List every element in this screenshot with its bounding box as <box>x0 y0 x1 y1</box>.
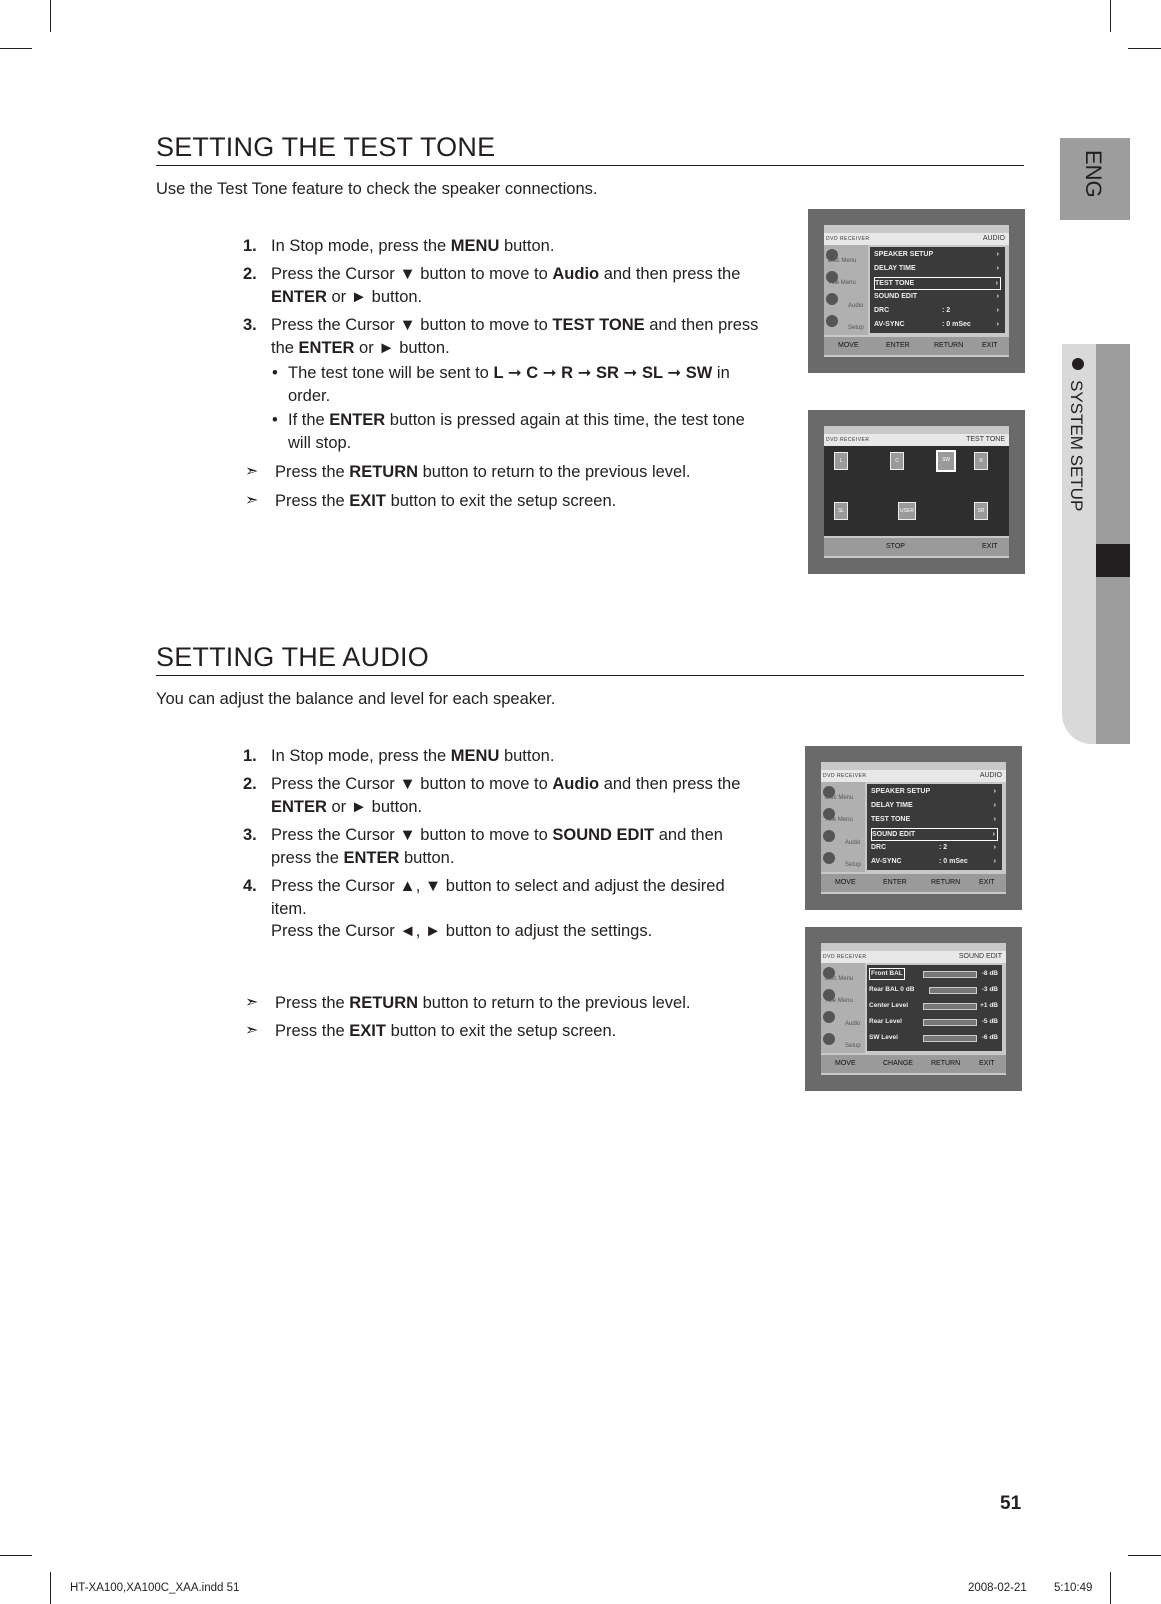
language-tab <box>1060 138 1130 220</box>
step-item <box>243 263 783 309</box>
arrow-icon: ➣ <box>245 492 259 509</box>
step-number: 2. <box>243 265 257 283</box>
title-rule <box>156 165 1024 166</box>
step-number: 2. <box>243 775 257 793</box>
section-tab-marker <box>1096 544 1130 577</box>
section-title-audio: SETTING THE AUDIO <box>156 642 429 672</box>
section-intro: You can adjust the balance and level for each speaker. <box>156 690 556 708</box>
section-label: SYSTEM SETUP <box>1067 380 1086 512</box>
osd-test-tone-screenshot: DVD RECEIVER TEST TONE L C SW R SL USER SR STOP EXIT <box>808 410 1025 574</box>
gear-icon <box>826 315 838 327</box>
speaker-icon <box>826 293 838 305</box>
step-text: In Stop mode, press the MENU button. <box>271 747 555 765</box>
osd-sound-edit-menu-screenshot: DVD RECEIVER AUDIO Disc Menu Title Menu Audio Setup SPEAKER SETUP › DELAY TIME › TEST TONE › SOUND EDIT › DRC : 2 › AV-SYNC : 0 mSec › MOVE ENTER RETURN EXIT <box>805 746 1022 910</box>
gear-icon <box>823 852 835 864</box>
step-item <box>243 235 783 259</box>
section-title-test-tone: SETTING THE TEST TONE <box>156 132 496 162</box>
step-text: In Stop mode, press the MENU button. <box>271 237 555 255</box>
step-item <box>243 875 748 945</box>
step-number: 3. <box>243 826 257 844</box>
footer-filename: HT-XA100,XA100C_XAA.indd 51 <box>70 1582 240 1594</box>
footer-date: 2008-02-21 <box>968 1582 1027 1594</box>
arrow-icon: ➣ <box>245 463 259 480</box>
step-number: 1. <box>243 237 257 255</box>
arrow-icon: ➣ <box>245 994 259 1011</box>
crop-mark <box>50 1572 51 1604</box>
step-item <box>243 773 783 819</box>
bullet-item: • If the ENTER button is pressed again at this time, the test tone will stop. <box>272 411 745 452</box>
step-item <box>243 824 748 870</box>
step-text: Press the Cursor ▲, ▼ button to select and adjust the desired item. Press the Cursor ◄, ► button to adjust the settings. <box>271 877 725 940</box>
title-rule <box>156 675 1024 676</box>
section-intro: Use the Test Tone feature to check the speaker connections. <box>156 180 598 198</box>
page-number: 51 <box>1000 1493 1022 1514</box>
crop-mark <box>1128 48 1161 49</box>
crop-mark <box>1110 1572 1111 1604</box>
crop-mark <box>1128 1555 1161 1556</box>
crop-mark <box>0 48 32 49</box>
language-label: ENG <box>1081 150 1106 198</box>
step-text: Press the Cursor ▼ button to move to Audio and then press the ENTER or ► button. <box>271 265 741 306</box>
speaker-icon <box>823 1011 835 1023</box>
step-number: 1. <box>243 747 257 765</box>
crop-mark <box>50 0 51 32</box>
bullet-item: • The test tone will be sent to L ➞ C ➞ R ➞ SR ➞ SL ➞ SW in order. <box>272 364 730 405</box>
step-item <box>243 314 783 360</box>
crop-mark <box>1110 0 1111 32</box>
step-text: Press the Cursor ▼ button to move to Audio and then press the ENTER or ► button. <box>271 775 741 816</box>
step-text: Press the Cursor ▼ button to move to SOUND EDIT and then press the ENTER button. <box>271 826 723 867</box>
speaker-icon <box>823 830 835 842</box>
footer-time: 5:10:49 <box>1054 1582 1093 1594</box>
bullet-dot-icon <box>1072 358 1084 370</box>
osd-audio-menu-screenshot: DVD RECEIVER AUDIO Disc Menu Title Menu Audio Setup SPEAKER SETUP › DELAY TIME › TEST TONE › SOUND EDIT › DRC : 2 › AV-SYNC : 0 mSec › MOVE ENTER RETURN EXIT <box>808 209 1025 373</box>
step-number: 4. <box>243 877 257 895</box>
arrow-icon: ➣ <box>245 1022 259 1039</box>
osd-sound-edit-screenshot: DVD RECEIVER SOUND EDIT Disc Menu Title Menu Audio Setup Front BAL -8 dB Rear BAL 0 dB -3 dB Center Level +1 dB Rear Level -5 dB SW Level -6 dB MOVE CHANGE RETURN EXIT <box>805 927 1022 1091</box>
crop-mark <box>0 1555 32 1556</box>
step-item <box>243 745 783 769</box>
gear-icon <box>823 1033 835 1045</box>
step-text: Press the Cursor ▼ button to move to TEST TONE and then press the ENTER or ► button. <box>271 316 759 357</box>
step-number: 3. <box>243 316 257 334</box>
